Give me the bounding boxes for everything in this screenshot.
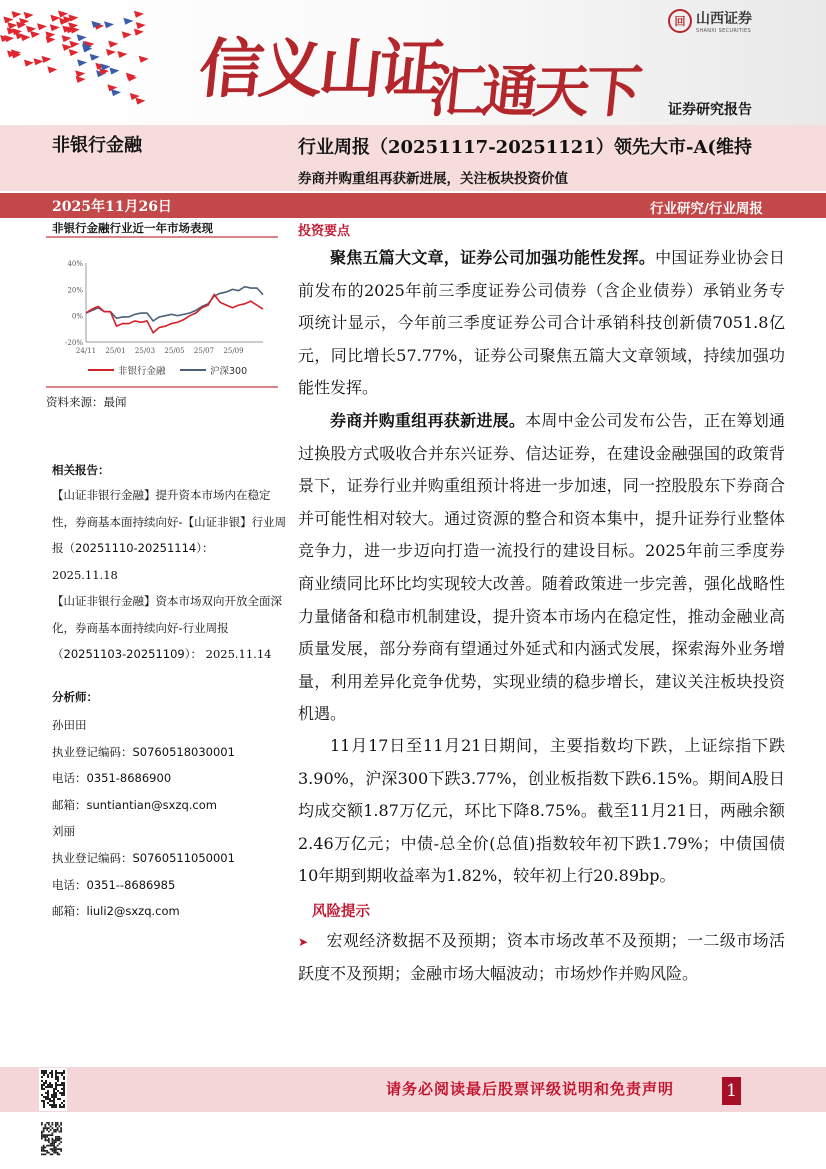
paragraph-body: 中国证券业协会日前发布的2025年前三季度证券公司债券（含企业债券）承销业务专项统计显示，今年前三季度证券公司合计承销科技创新债7051.8亿元，同比增长57.77%，证券公司聚焦五篇大文章领域，持续加强功能性发挥。 [298,248,785,398]
y-tick-label: 40% [67,260,83,268]
arrow-decoration [117,51,127,58]
arrow-decoration [45,36,55,43]
divider [46,386,278,388]
arrow-decoration [77,59,87,66]
arrow-decoration [134,11,144,18]
analyst-email[interactable]: 邮箱：suntiantian@sxzq.com [52,797,217,812]
arrow-decoration [76,76,86,83]
arrow-decoration [24,12,34,19]
related-report[interactable] [52,482,292,588]
arrow-decoration [33,58,43,65]
rating: 领先大市-A(维持 [614,137,752,158]
arrow-decoration [30,31,40,38]
related-report-title[interactable]: 【山证非银行金融】提升资本市场内在稳定性，券商基本面持续向好-【山证非银】行业周报（20251110-20251114）： [52,488,287,555]
analyst-license: 执业登记编码：S0760518030001 [52,744,235,759]
related-report-date: 2025.11.18 [52,567,118,582]
y-tick-label: 20% [67,286,83,295]
x-tick-label: 25/07 [193,347,215,355]
arrow-decoration [37,23,47,30]
arrow-decoration [122,31,132,38]
arrow-decoration [90,54,100,61]
arrow-decoration [11,11,21,18]
arrow-decoration [77,34,87,41]
arrow-decoration [134,29,144,36]
analyst-name: 孙田田 [52,718,87,732]
company-name-en: SHANXI SECURITIES [696,28,751,34]
related-report-date: 2025.11.14 [205,647,272,661]
chart-title: 非银行金融行业近一年市场表现 [52,221,213,235]
arrow-decoration [58,11,68,18]
risk-text: 宏观经济数据不及预期；资本市场改革不及预期；一二级市场活跃度不及预期；金融市场大幅波动；市场炒作并购风险。 [298,931,785,983]
risk-title: 风险提示 [312,904,370,920]
qr-code-icon [39,1068,67,1111]
x-tick-label: 25/03 [134,347,156,355]
analyst-license: 执业登记编码：S0760511050001 [52,850,235,865]
related-report-title[interactable]: 【山证非银行金融】资本市场双向开放全面深化，券商基本面持续向好-行业周报（20251103-20251109）： [52,594,282,661]
related-reports [52,482,292,668]
analyst-name: 刘丽 [52,824,75,839]
arrow-decoration [4,35,14,42]
arrow-decoration [41,56,51,63]
chart-source: 资料来源：最闻 [46,395,127,409]
arrow-decoration [7,22,17,29]
section-title: 投资要点 [298,224,351,239]
arrow-decoration [135,98,145,105]
report-kind: 证券研究报告 [668,102,752,118]
arrow-decoration [24,60,34,67]
arrow-decoration [139,56,149,63]
arrow-flock-decoration [0,0,220,125]
related-reports-title: 相关报告： [52,463,110,477]
report-category: 行业研究/行业周报 [650,201,763,217]
arrow-decoration [106,49,116,56]
y-tick-label: 0% [71,312,83,321]
disclaimer-link[interactable]: 请务必阅读最后股票评级说明和免责声明 [386,1080,675,1098]
y-tick-label: -20% [65,339,83,347]
risk-item [298,925,785,990]
paragraph-lead: 券商并购重组再获新进展。 [330,411,526,430]
legend-label: 沪深300 [210,366,248,377]
company-logo [668,8,752,34]
slogan-part1: 信义山证 [195,32,444,107]
report-subtitle: 券商并购重组再获新进展，关注板块投资价值 [298,171,568,187]
paragraph [298,242,785,405]
logo-icon: 回 [668,9,692,33]
paragraph [298,405,785,731]
x-tick-label: 25/05 [164,347,185,355]
paragraph-body: 本周中金公司发布公告，正在筹划通过换股方式吸收合并东兴证券、信达证券，在建设金融强国的政策背景下，证券行业并购重组预计将进一步加速，同一控股股东下券商合并可能性相对较大。通过资源的整合和资本集中，提升证券行业整体竞争力，进一步迈向打造一流投行的建设目标。2025年前三季度券商业绩同比环比均实现较大改善。随着政策进一步完善，强化战略性力量储备和稳市机制建设，提升资本市场内在稳定性，推动金融业高质量发展，部分券商有望通过外延式和内涵式发展，探索海外业务增量，利用差异化竞争优势，实现业绩的稳步增长，建议关注板块投资机遇。 [298,411,785,724]
arrow-decoration [123,18,133,25]
analyst-email[interactable]: 邮箱：liuli2@sxzq.com [52,904,180,919]
company-name-cn: 山西证券 [696,11,752,27]
arrow-decoration [104,21,114,28]
analyst-phone: 电话：0351--8686985 [52,877,176,892]
slogan-part2: 汇通天下 [426,59,642,125]
report-date: 2025年11月26日 [52,199,172,215]
arrow-decoration [109,68,119,75]
sector-label: 非银行金融 [52,135,142,156]
analysts-title: 分析师： [52,690,98,704]
x-tick-label: 24/11 [75,347,97,355]
arrow-decoration [50,24,60,31]
report-title: 行业周报（20251117-20251121） [298,137,614,158]
analysts [52,712,235,925]
analyst-phone: 电话：0351-8686900 [52,771,172,786]
divider [46,236,278,238]
x-tick-label: 25/01 [105,347,126,355]
qr-code-icon [39,1120,64,1158]
arrow-decoration [47,66,57,73]
arrow-decoration [136,22,146,29]
x-tick-label: 25/09 [223,347,244,355]
related-report[interactable] [52,588,292,668]
arrow-decoration [75,70,85,77]
bullet-arrow-icon: ➤ [298,935,309,949]
arrow-decoration [111,89,121,96]
paragraph [298,730,785,893]
arrow-decoration [50,15,60,22]
legend-label: 非银行金融 [118,366,166,377]
arrow-decoration [108,41,118,48]
paragraph-body: 11月17日至11月21日期间，主要指数均下跌，上证综指下跌3.90%，沪深300下跌3.77%，创业板指数下跌6.15%。期间A股日均成交额1.87万亿元，环比下降8.75%。截至11月21日，两融余额2.46万亿元；中债-总全价(总值)指数较年初下跌1.79%；中债国债10年期到期收益率为1.82%，较年初上行20.89bp。 [298,736,785,886]
arrow-decoration [69,49,79,56]
paragraph-lead: 聚焦五篇大文章，证券公司加强功能性发挥。 [330,248,656,267]
performance-chart [40,250,280,385]
arrow-decoration [3,16,13,23]
page-number: 1 [722,1077,741,1105]
